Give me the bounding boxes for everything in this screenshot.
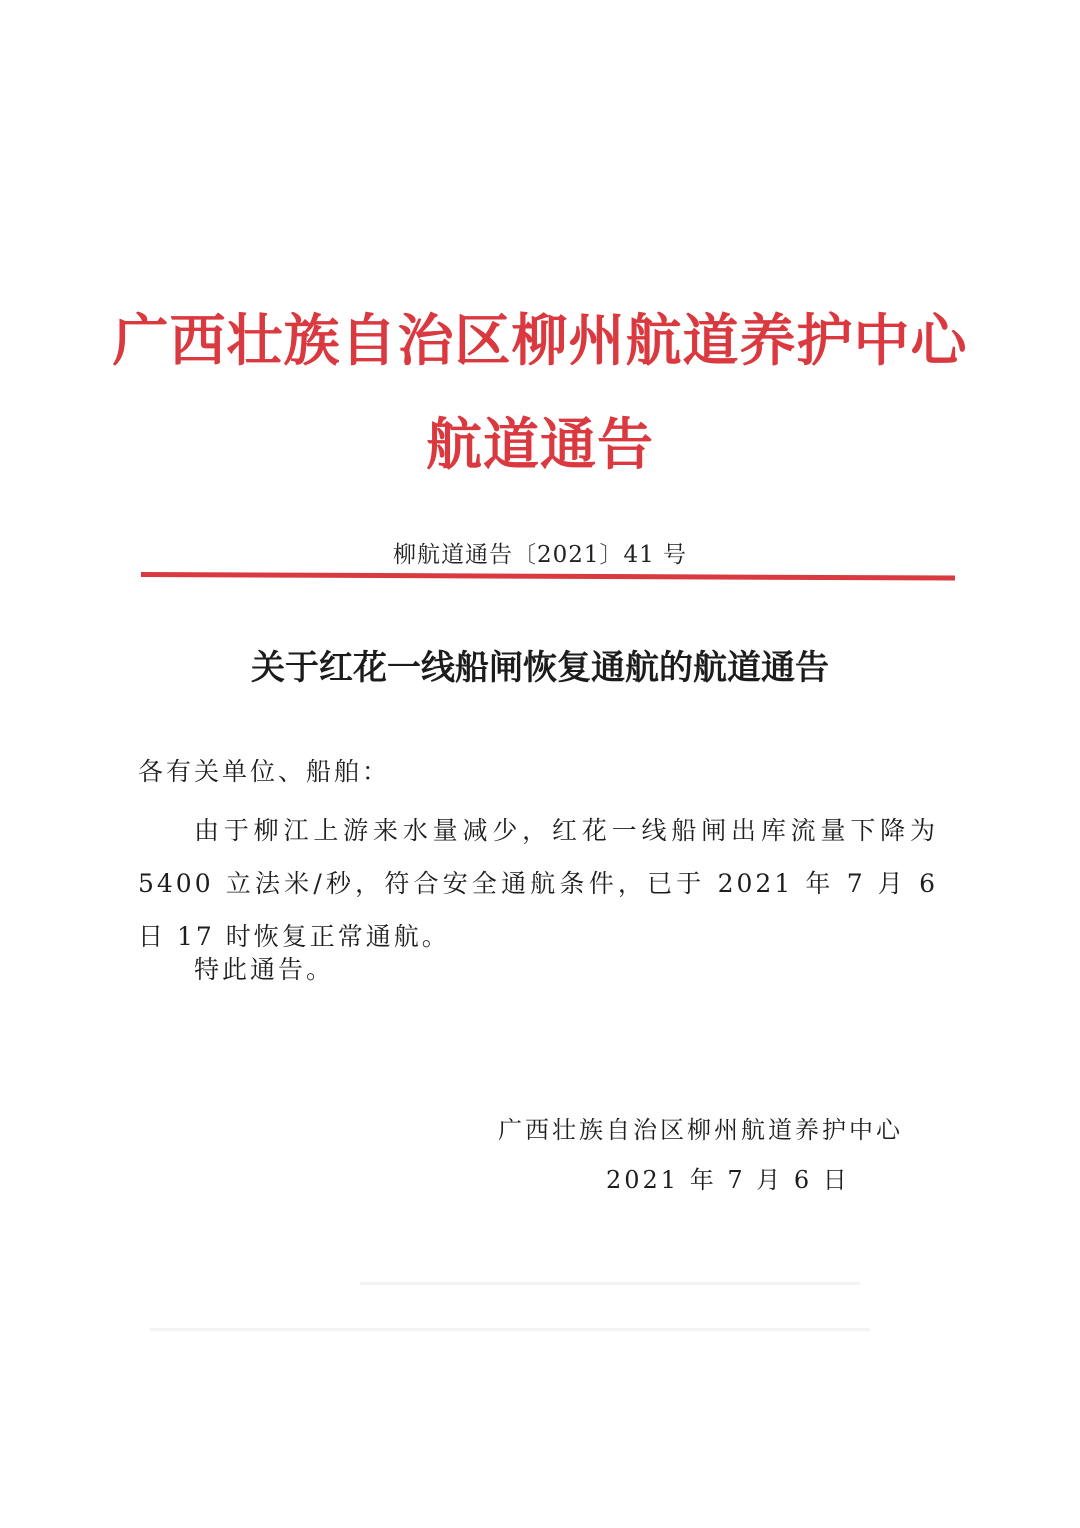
scan-artifact-line <box>360 1282 860 1285</box>
signature-org: 广西壮族自治区柳州航道养护中心 <box>498 1116 903 1144</box>
closing-phrase: 特此通告。 <box>194 955 335 984</box>
salutation: 各有关单位、船舶： <box>138 757 391 786</box>
scan-artifact-line <box>150 1328 870 1331</box>
notice-title: 关于红花一线船闸恢复通航的航道通告 <box>251 648 829 688</box>
red-letterhead <box>0 296 1080 490</box>
document-number: 柳航道通告〔2021〕41 号 <box>392 542 688 568</box>
red-divider-line <box>141 572 955 581</box>
body-paragraph: 由于柳江上游来水量减少，红花一线船闸出库流量下降为 5400 立法米/秒，符合安全通航条件，已于 2021 年 7 月 6 日 17 时恢复正常通航。 <box>138 816 938 951</box>
letterhead-doc-type: 航道通告 <box>426 412 654 478</box>
signature-date: 2021 年 7 月 6 日 <box>606 1166 850 1194</box>
letterhead-org-name: 广西壮族自治区柳州航道养护中心 <box>112 308 968 374</box>
